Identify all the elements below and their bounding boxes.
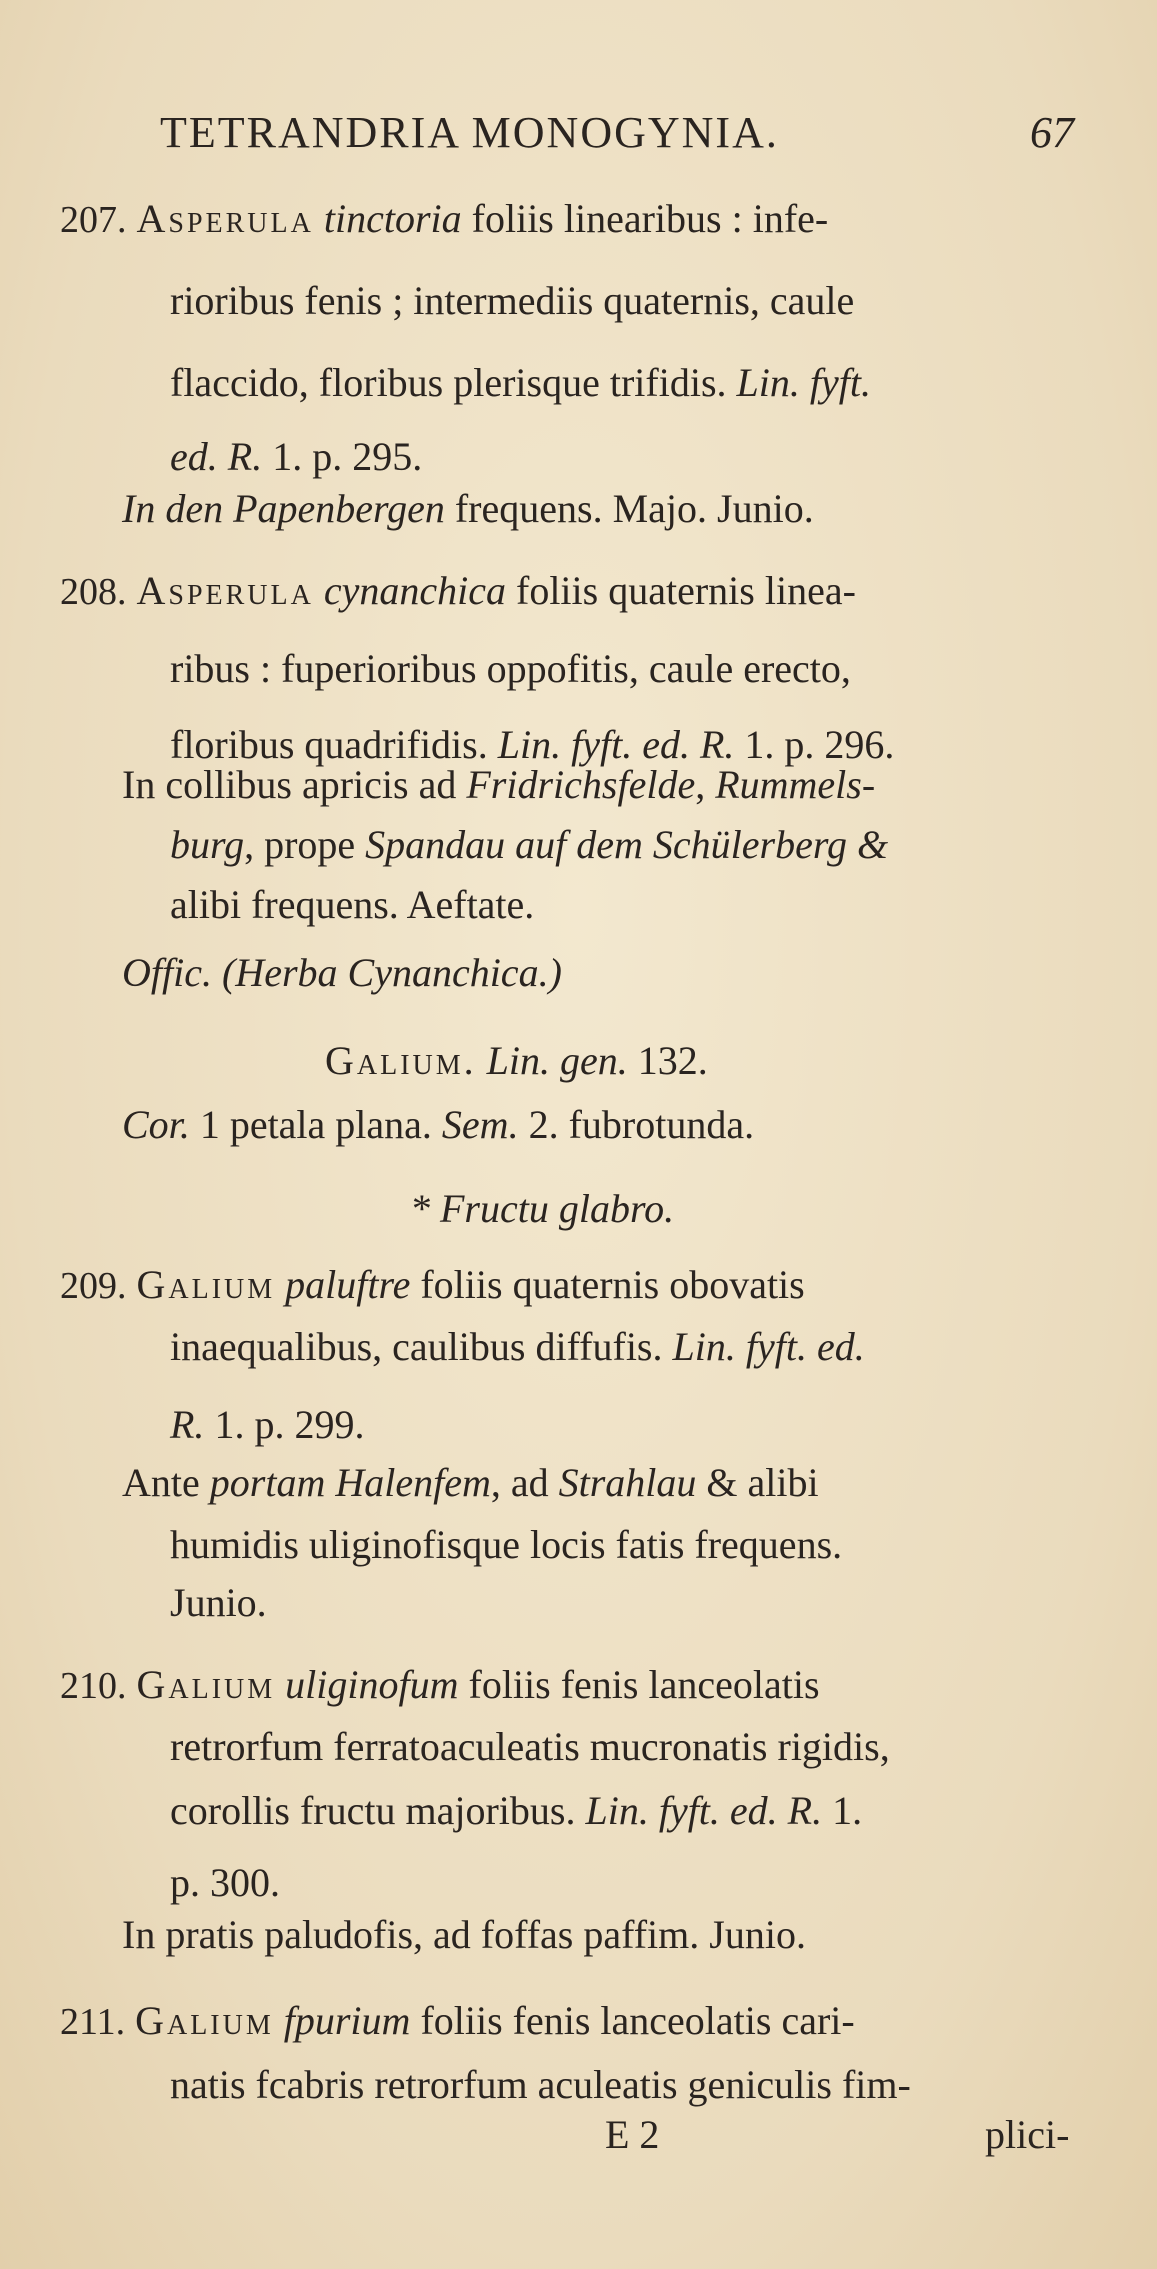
page-number: 67 [1030, 108, 1074, 157]
entry-209-habitat-3: Junio. [170, 1580, 267, 1625]
habitat-text: frequens. Majo. Junio. [454, 486, 814, 531]
reference-page: 1. p. 299. [214, 1402, 365, 1447]
entry-number: 208. [60, 571, 127, 613]
entry-209-line-2 [170, 1322, 865, 1372]
entry-208-habitat-3: alibi frequens. Aeftate. [170, 882, 535, 927]
entry-210-line-3 [170, 1786, 862, 1836]
semen-label: Sem. [441, 1102, 519, 1147]
description-text: foliis fenis lanceolatis cari- [420, 1998, 855, 2043]
species-name: tinctoria [323, 196, 462, 241]
entry-208-habitat-1 [122, 760, 875, 810]
entry-210-line-2: retrorfum ferratoaculeatis mucronatis rigidis, [170, 1724, 890, 1769]
entry-number: 210. [60, 1665, 127, 1707]
semen-text: 2. fubrotunda. [528, 1102, 755, 1147]
catchword: plici- [985, 2112, 1070, 2157]
punctuation: , [695, 762, 706, 807]
reference-text: ed. R. [170, 434, 263, 479]
genus-name: Galium [136, 1262, 276, 1307]
locality-text: portam Halenfem [209, 1460, 491, 1505]
entry-number: 207. [60, 199, 127, 241]
genus-characters [122, 1100, 754, 1150]
entry-207-line-1 [60, 194, 828, 245]
locality-text: Spandau auf dem Schülerberg [365, 822, 847, 867]
description-text: flaccido, floribus plerisque trifidis. [170, 360, 727, 405]
entry-211-line-1 [60, 1996, 855, 2047]
description-text: corollis fructu majoribus. [170, 1788, 576, 1833]
reference-text: Lin. fyft. ed. [672, 1324, 865, 1369]
section-heading [410, 1184, 674, 1234]
signature-mark: E 2 [605, 2112, 660, 2157]
reference-text: Lin. fyft. ed. R. [585, 1788, 823, 1833]
reference-text: Lin. gen. [486, 1038, 628, 1083]
reference-text: Lin. fyft. ed. R. [497, 722, 735, 767]
entry-207-line-2: rioribus fenis ; intermediis quaternis, caule [170, 278, 855, 323]
species-name: uliginofum [285, 1662, 459, 1707]
entry-207-line-4 [170, 432, 422, 482]
habitat-text: & alibi [706, 1460, 819, 1505]
reference-page: 1. p. 296. [744, 722, 895, 767]
reference-text: R. [170, 1402, 205, 1447]
description-text: inaequalibus, caulibus diffufis. [170, 1324, 663, 1369]
entry-209-line-1 [60, 1260, 805, 1311]
locality-text: Fridrichsfelde [466, 762, 696, 807]
habitat-text: Ante [122, 1460, 200, 1505]
reference-page: 1. p. 295. [272, 434, 423, 479]
entry-208-line-2: ribus : fuperioribus oppofitis, caule erecto, [170, 646, 851, 691]
entry-210-line-4: p. 300. [170, 1860, 280, 1905]
entry-209-habitat-2: humidis uliginofisque locis fatis frequens. [170, 1522, 843, 1567]
entry-207-line-3 [170, 358, 871, 408]
habitat-text: In collibus apricis ad [122, 762, 457, 807]
species-name: fpurium [283, 1998, 411, 2043]
entry-209-habitat-1 [122, 1458, 819, 1508]
reference-number: 132. [637, 1038, 708, 1083]
species-name: cynanchica [323, 568, 506, 613]
description-text: foliis linearibus : infe- [471, 196, 829, 241]
entry-211-line-2: natis fcabris retrorfum aculeatis geniculis fim- [170, 2062, 911, 2107]
genus-name: Galium [136, 1662, 276, 1707]
species-name: paluftre [285, 1262, 411, 1307]
description-text: foliis quaternis linea- [516, 568, 856, 613]
entry-208-offic [122, 948, 562, 998]
corolla-text: 1 petala plana. [199, 1102, 432, 1147]
reference-text: Lin. fyft. [736, 360, 871, 405]
description-text: floribus quadrifidis. [170, 722, 488, 767]
locality-text: In den Papenbergen [122, 486, 445, 531]
genus-name: Asperula [136, 568, 314, 613]
running-header: TETRANDRIA MONOGYNIA. [160, 108, 779, 157]
genus-name: Galium [135, 1998, 274, 2043]
genus-name: Galium. [325, 1038, 477, 1083]
entry-208-line-1 [60, 566, 856, 617]
entry-210-line-1 [60, 1660, 820, 1711]
entry-number: 211. [60, 2001, 126, 2043]
entry-210-habitat: In pratis paludofis, ad foffas paffim. Junio. [122, 1912, 806, 1957]
genus-heading [325, 1036, 708, 1086]
entry-number: 209. [60, 1265, 127, 1307]
entry-207-habitat [122, 484, 814, 534]
ampersand: & [856, 822, 889, 867]
genus-name: Asperula [136, 196, 314, 241]
entry-208-habitat-2 [170, 820, 888, 870]
reference-page: 1. [832, 1788, 863, 1833]
entry-209-line-3 [170, 1400, 364, 1450]
description-text: foliis quaternis obovatis [420, 1262, 805, 1307]
locality-text: burg [170, 822, 245, 867]
officinal-text: Offic. (Herba Cynanchica.) [122, 950, 562, 995]
habitat-text: , ad [490, 1460, 549, 1505]
section-text: * Fructu glabro. [410, 1186, 675, 1231]
habitat-text: , prope [244, 822, 356, 867]
description-text: foliis fenis lanceolatis [468, 1662, 820, 1707]
locality-text: Rummels- [715, 762, 876, 807]
locality-text: Strahlau [558, 1460, 697, 1505]
corolla-label: Cor. [122, 1102, 190, 1147]
